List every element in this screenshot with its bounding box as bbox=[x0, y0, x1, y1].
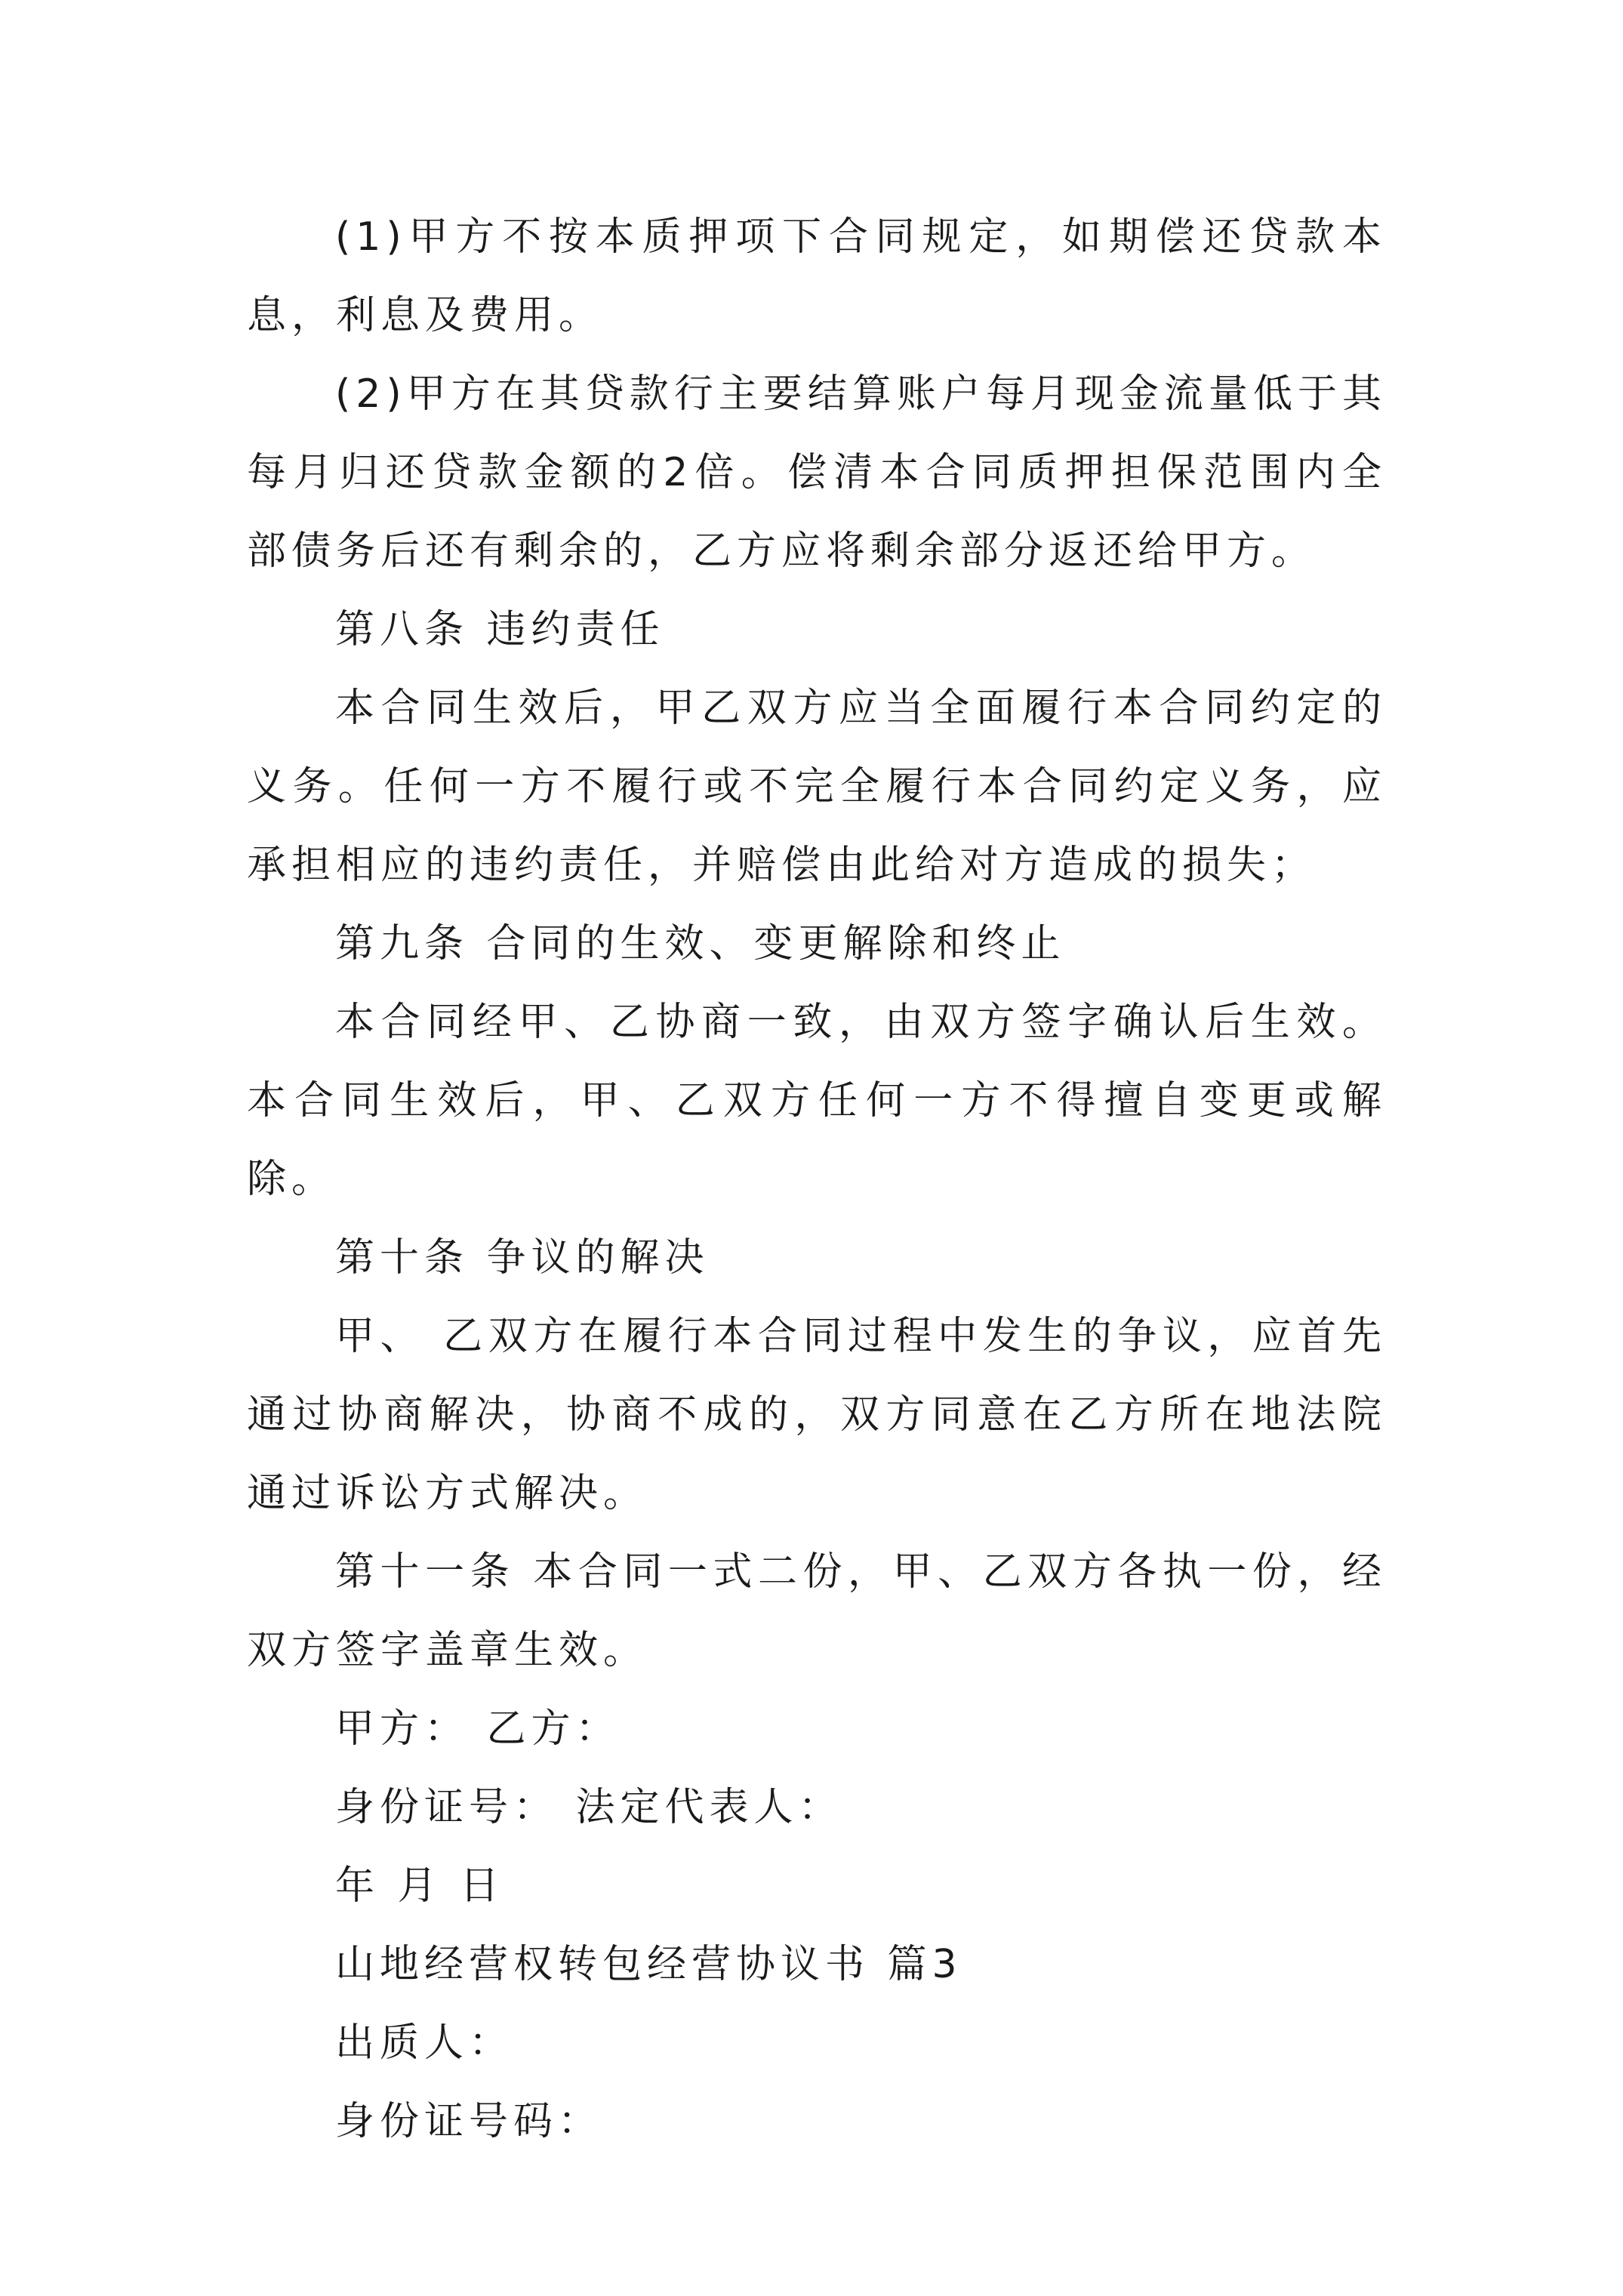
heading-article-8: 第八条 违约责任 bbox=[335, 607, 665, 652]
paragraph-article-11: 第十一条 本合同一式二份，甲、乙双方各执一份，经双方签字盖章生效。 bbox=[247, 1549, 1387, 1673]
paragraph-clause-2: (2)甲方在其贷款行主要结算账户每月现金流量低于其每月归还贷款金额的2倍。偿清本合同质押担保范围内全部债务后还有剩余的，乙方应将剩余部分返还给甲方。 bbox=[247, 371, 1387, 574]
paragraph-article-8: 本合同生效后，甲乙双方应当全面履行本合同约定的义务。任何一方不履行或不完全履行本合同约定义务，应承担相应的违约责任，并赔偿由此给对方造成的损失； bbox=[247, 686, 1387, 888]
heading-article-9: 第九条 合同的生效、变更解除和终止 bbox=[335, 921, 1066, 966]
paragraph-article-9: 本合同经甲、乙协商一致，由双方签字确认后生效。本合同生效后，甲、乙双方任何一方不得擅自变更或解除。 bbox=[247, 1000, 1387, 1202]
section-title-part-3: 山地经营权转包经营协议书 篇3 bbox=[335, 1942, 962, 1987]
signature-parties: 甲方： 乙方： bbox=[335, 1706, 621, 1752]
paragraph-article-10: 甲、 乙双方在履行本合同过程中发生的争议，应首先通过协商解决，协商不成的，双方同意在乙方所在地法院通过诉讼方式解决。 bbox=[247, 1314, 1387, 1516]
document-body bbox=[247, 198, 1387, 2161]
signature-date: 年 月 日 bbox=[335, 1863, 505, 1909]
heading-article-10: 第十条 争议的解决 bbox=[335, 1235, 710, 1281]
field-pledgor: 出质人： bbox=[335, 2020, 514, 2066]
paragraph-clause-1: (1)甲方不按本质押项下合同规定，如期偿还贷款本息，利息及费用。 bbox=[247, 214, 1387, 338]
field-id-number: 身份证号码： bbox=[335, 2099, 603, 2144]
signature-id-representative: 身份证号： 法定代表人： bbox=[335, 1785, 843, 1830]
